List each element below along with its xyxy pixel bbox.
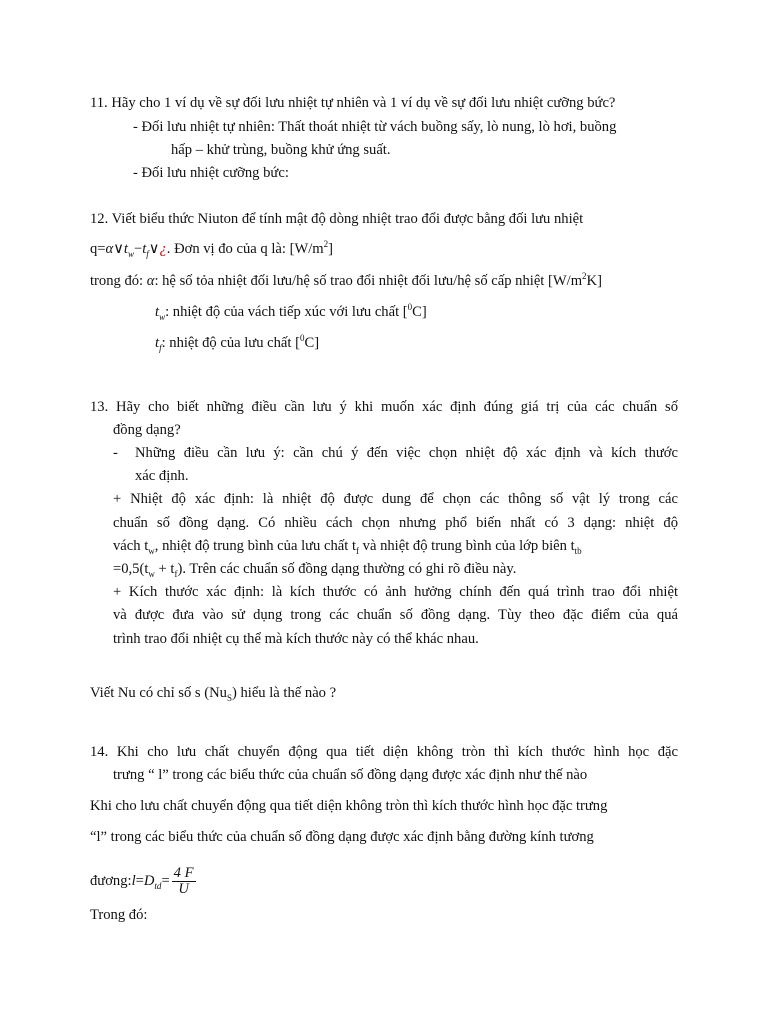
tw-desc: : nhiệt độ của vách tiếp xúc với lưu chất [ — [165, 304, 408, 320]
alpha-def-symbol: α — [146, 273, 155, 289]
q13-question-line1: 13. Hãy cho biết những điều cần lưu ý khi muốn xác định đúng giá trị của các chuẩn số — [90, 399, 678, 415]
q12-tw-definition — [155, 303, 427, 321]
f-subscript: f — [146, 248, 149, 259]
temp-line3-b: , nhiệt độ trung bình của lưu chất t — [154, 538, 356, 554]
tf-symbol: t — [142, 241, 147, 257]
q12-alpha-definition — [90, 272, 602, 290]
q14-question-line1: 14. Khi cho lưu chất chuyển động qua tiết diện không tròn thì kích thước hình học đặc — [90, 744, 678, 760]
temp-line3-c: và nhiệt độ trung bình của lớp biên t — [359, 538, 575, 554]
q13-dash: - — [113, 445, 118, 461]
q12-formula-line — [90, 240, 333, 258]
tf-def-symbol: t — [155, 335, 160, 351]
q12-formula-prefix: q= — [90, 241, 106, 257]
alpha-desc: : hệ số tỏa nhiệt đối lưu/hệ số trao đổi nhiệt đối lưu/hệ số cấp nhiệt [W/m — [154, 273, 583, 289]
temp-line3-a: vách t — [113, 538, 149, 554]
temp-line4-b: + t — [154, 561, 175, 577]
formula-D: D — [143, 872, 155, 889]
q13-temp-line2: chuẩn số đồng dạng. Có nhiều cách chọn nhưng phổ biến nhất có 3 dạng: nhiệt độ — [113, 515, 678, 531]
q14-answer-line3 — [90, 866, 196, 897]
fraction-denominator: U — [178, 881, 189, 897]
q11-forced: - Đối lưu nhiệt cưỡng bức: — [133, 165, 289, 181]
fraction-numerator: 4 F — [173, 865, 194, 881]
tf-desc: : nhiệt độ của lưu chất [ — [161, 335, 300, 351]
tw-degree: 0 — [407, 302, 413, 313]
temp-line4-c: ). Trên các chuẩn số đồng dạng thường có ghi rõ điều này. — [177, 561, 517, 577]
w-subscript: w — [127, 248, 134, 259]
minus-symbol: − — [133, 241, 143, 257]
q13-note-line2: xác định. — [135, 468, 189, 484]
q13-question-line2: đồng dạng? — [113, 422, 181, 438]
alpha-exp: 2 — [582, 271, 587, 282]
temp-line4-a: =0,5(t — [113, 561, 149, 577]
tw-close: C] — [412, 304, 427, 320]
q13-temp-line1: + Nhiệt độ xác định: là nhiệt độ được dung để chọn các thông số vật lý trong các — [113, 491, 678, 507]
tw-sub: w — [159, 311, 166, 322]
nu-text-a: Viết Nu có chỉ số s (Nu — [90, 685, 227, 701]
error-glyph: ¿ — [159, 241, 167, 257]
q14-answer-line2: “l” trong các biểu thức của chuẩn số đồng dạng được xác định bằng đường kính tương — [90, 829, 594, 845]
q13-temp-line3 — [113, 537, 678, 555]
alpha-close: K] — [586, 273, 602, 289]
q12-question: 12. Viết biểu thức Niuton để tính mật độ dòng nhiệt trao đổi được bằng đối lưu nhiệt — [90, 211, 584, 227]
q13-size-line2: và được đưa vào sử dụng trong các chuẩn số đồng dạng. Tùy theo đặc điểm của quá — [113, 607, 678, 623]
temp-line4-w: w — [148, 568, 155, 579]
alpha-symbol: α — [105, 241, 114, 257]
formula-l: l — [131, 872, 136, 889]
formula-td: td — [154, 880, 162, 891]
formula-eq1: = — [135, 872, 144, 889]
nu-question — [90, 684, 336, 702]
q14-trong-do: Trong đó: — [90, 907, 148, 923]
q14-question-line2: trưng “ l” trong các biểu thức của chuẩn số đồng dạng được xác định như thế nào — [113, 767, 588, 783]
unit-exponent: 2 — [323, 239, 329, 250]
temp-line3-w: w — [148, 545, 155, 556]
or-symbol: ∨ — [113, 241, 124, 257]
q14-answer-line1: Khi cho lưu chất chuyển động qua tiết diện không tròn thì kích thước hình học đặc trưng — [90, 798, 608, 814]
q13-temp-line4 — [113, 560, 516, 578]
temp-line3-tb: tb — [574, 545, 582, 556]
tf-def-sub: f — [159, 342, 162, 353]
q11-question: 11. Hãy cho 1 ví dụ về sự đối lưu nhiệt tự nhiên và 1 ví dụ về sự đối lưu nhiệt cưỡng bức? — [90, 95, 616, 111]
nu-text-b: ) hiểu là thế nào ? — [231, 685, 337, 701]
q13-note-line1: Những điều cần lưu ý: cần chú ý đến việc chọn nhiệt độ xác định và kích thước — [135, 445, 678, 461]
t-symbol: t — [123, 241, 128, 257]
q13-size-line1: + Kích thước xác định: là kích thước có ảnh hưởng chính đến quá trình trao đổi nhiệt — [113, 584, 678, 600]
formula-fraction — [172, 866, 196, 897]
q12-unit-text: . Đơn vị đo của q là: [W/m — [166, 241, 324, 257]
unit-close: ] — [328, 241, 334, 257]
temp-line3-f: f — [356, 545, 359, 556]
nu-sub: S — [226, 692, 232, 703]
where-prefix: trong đó: — [90, 273, 147, 289]
tf-degree: 0 — [299, 333, 305, 344]
or-symbol-2: ∨ — [148, 241, 160, 257]
q11-natural-line2: hấp – khử trùng, buồng khử ứng suất. — [171, 142, 391, 158]
temp-line4-f: f — [174, 568, 178, 579]
tf-close: C] — [304, 335, 320, 351]
q12-tf-definition — [155, 334, 319, 352]
tw-symbol: t — [155, 304, 160, 320]
q13-size-line3: trình trao đổi nhiệt cụ thể mà kích thước này có thể khác nhau. — [113, 631, 479, 647]
formula-eq2: = — [161, 872, 170, 889]
answer-line3-text: đương: — [90, 872, 132, 889]
q11-natural-line1: - Đối lưu nhiệt tự nhiên: Thất thoát nhiệt từ vách buồng sấy, lò nung, lò hơi, buồng — [133, 119, 617, 135]
